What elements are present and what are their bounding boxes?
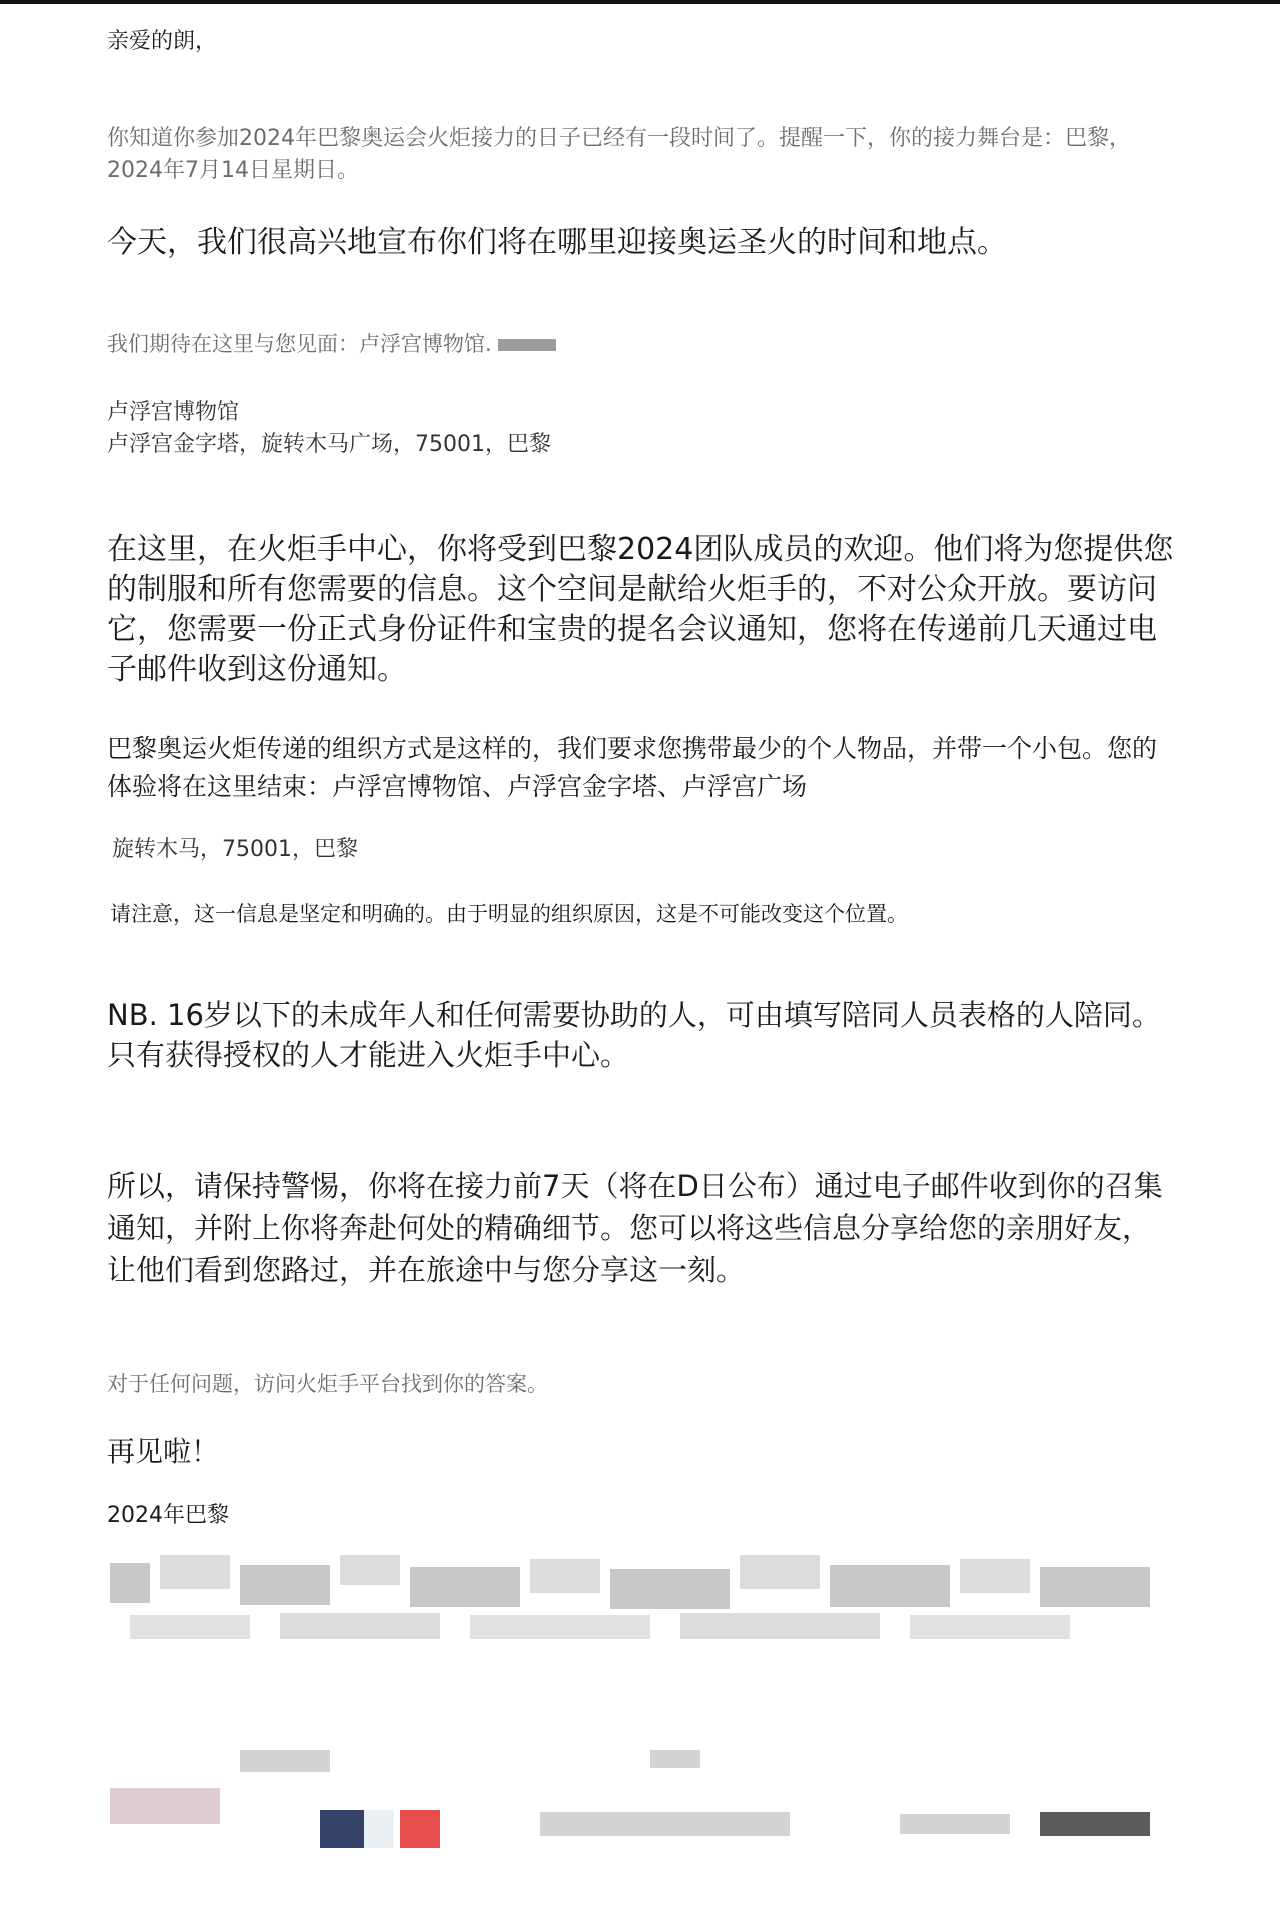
pixel-block (740, 1555, 820, 1589)
end-location: 旋转木马，75001，巴黎 (112, 837, 358, 862)
organisation-paragraph: 巴黎奥运火炬传递的组织方式是这样的，我们要求您携带最少的个人物品，并带一个小包。您的体验将在这里结束：卢浮宫博物馆、卢浮宫金字塔、卢浮宫广场 (107, 734, 1158, 801)
venue-address: 卢浮宫金字塔，旋转木马广场，75001，巴黎 (107, 432, 551, 457)
pixel-block (240, 1565, 330, 1605)
pixel-block (680, 1613, 880, 1639)
pixel-block (960, 1559, 1030, 1593)
pixel-block (1040, 1567, 1150, 1607)
pixel-block (130, 1615, 250, 1639)
meet-line (107, 328, 556, 358)
pixel-block (530, 1559, 600, 1593)
pixel-block (650, 1750, 700, 1768)
intro-paragraph: 你知道你参加2024年巴黎奥运会火炬接力的日子已经有一段时间了。提醒一下，你的接力舞台是：巴黎，2024年7月14日星期日。 (107, 126, 1131, 183)
pixel-block (910, 1615, 1070, 1639)
headline: 今天，我们很高兴地宣布你们将在哪里迎接奥运圣火的时间和地点。 (107, 225, 1007, 260)
nb-paragraph: NB. 16岁以下的未成年人和任何需要协助的人，可由填写陪同人员表格的人陪同。只有获得授权的人才能进入火炬手中心。 (107, 998, 1161, 1072)
pixelated-footer (110, 1740, 1180, 1860)
pixel-block (1040, 1812, 1150, 1836)
venue-name: 卢浮宫博物馆 (107, 400, 240, 425)
pixel-block (110, 1788, 220, 1824)
faq-line: 对于任何问题，访问火炬手平台找到你的答案。 (107, 1372, 548, 1396)
pixel-block (900, 1814, 1010, 1834)
pixel-block (280, 1613, 440, 1639)
greeting: 亲爱的朗， (107, 29, 218, 54)
pixel-block (470, 1615, 650, 1639)
pixel-block (610, 1569, 730, 1609)
pixel-block (320, 1810, 364, 1848)
torch-center-paragraph: 在这里，在火炬手中心，你将受到巴黎2024团队成员的欢迎。他们将为您提供您的制服和所有您需要的信息。这个空间是献给火炬手的，不对公众开放。要访问它，您需要一份正式身份证件和宝贵的提名会议通知，您将在传递前几天通过电子邮件收到这份通知。 (107, 532, 1174, 687)
pixel-block (830, 1565, 950, 1607)
note-paragraph: 请注意，这一信息是坚定和明确的。由于明显的组织原因，这是不可能改变这个位置。 (110, 902, 908, 926)
farewell: 再见啦！ (107, 1435, 220, 1468)
redaction-block (498, 339, 556, 351)
pixel-block (400, 1810, 440, 1848)
pixel-block (240, 1750, 330, 1772)
alert-paragraph: 所以，请保持警惕，你将在接力前7天（将在D日公布）通过电子邮件收到你的召集通知，并附上你将奔赴何处的精确细节。您可以将这些信息分享给您的亲朋好友，让他们看到您路过，并在旅途中与您分享这一刻。 (107, 1169, 1163, 1287)
pixel-block (364, 1810, 394, 1848)
pixelated-text-band (110, 1555, 1170, 1655)
pixel-block (160, 1555, 230, 1589)
meet-label: 我们期待在这里与您见面：卢浮宫博物馆. (107, 332, 492, 356)
pixel-block (540, 1812, 790, 1836)
pixel-block (410, 1567, 520, 1607)
signature: 2024年巴黎 (107, 1503, 229, 1528)
pixel-block (110, 1563, 150, 1603)
pixel-block (340, 1555, 400, 1585)
